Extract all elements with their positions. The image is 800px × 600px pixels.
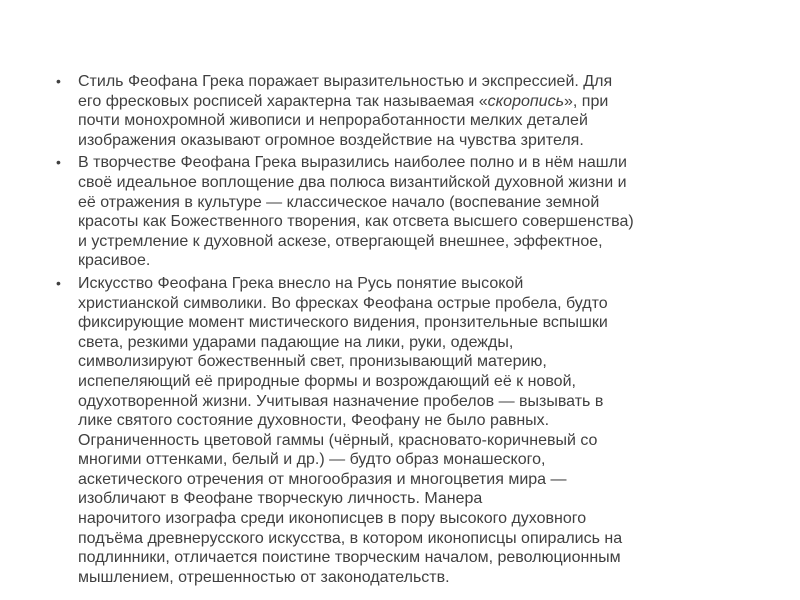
text-line: Искусство Феофана Грека внесло на Русь понятие высокой [78, 274, 524, 292]
text-line: аскетического отречения от многообразия и многоцветия мира — [78, 470, 567, 488]
bullet-dot-icon: • [56, 73, 61, 89]
text-line: одухотворенной жизни. Учитывая назначение пробелов — вызывать в [78, 392, 604, 410]
bullet-item-symbolism [56, 274, 746, 588]
text-line: фиксирующие момент мистического видения, пронзительные вспышки [78, 314, 608, 332]
text-line: Ограниченность цветовой гаммы (чёрный, красновато-коричневый со [78, 431, 598, 449]
text-line: его фресковых росписей характерна так называемая «скоропись», при [78, 92, 609, 110]
text-line: красоты как Божественного творения, как отсвета высшего совершенства) [78, 213, 634, 231]
italic-term: скоропись [487, 92, 564, 110]
text-line: подъёма древнерусского искусства, в котором иконописцы опирались на [78, 529, 623, 547]
text-line: изобличают в Феофане творческую личность. Манера [78, 490, 483, 508]
bullet-list [56, 72, 746, 590]
text-line: христианской символики. Во фресках Феофана острые пробела, будто [78, 294, 608, 312]
text-line: Стиль Феофана Грека поражает выразительностью и экспрессией. Для [78, 73, 613, 90]
text-line: света, резкими ударами падающие на лики, руки, одежды, [78, 333, 514, 351]
text-line: мышлением, отрешенностью от законодательств. [78, 568, 450, 586]
text-line: нарочитого изографа среди иконописцев в пору высокого духовного [78, 510, 587, 528]
text-line: и устремление к духовной аскезе, отвергающей внешнее, эффектное, [78, 232, 603, 250]
text-line: почти монохромной живописи и непроработанности мелких деталей [78, 112, 588, 130]
bullet-dot-icon: • [56, 274, 61, 291]
text-line: изображения оказывают огромное воздействие на чувства зрителя. [78, 131, 584, 149]
text-line: символизируют божественный свет, пронизывающий материю, [78, 353, 547, 371]
bullet-dot-icon: • [56, 154, 61, 171]
text-line: её отражения в культуре — классическое начало (воспевание земной [78, 193, 600, 211]
text-line: подлинники, отличается поистине творческим началом, революционным [78, 549, 621, 567]
bullet-item-creativity [56, 153, 746, 271]
text-line: В творчестве Феофана Грека выразились наиболее полно и в нём нашли [78, 154, 627, 172]
text-line: лике святого состояние духовности, Феофану не было равных. [78, 412, 550, 430]
bullet-item-style [56, 72, 746, 150]
text-line: красивое. [78, 252, 151, 270]
text-line: многими оттенками, белый и др.) — будто образ монашеского, [78, 451, 546, 469]
text-line: испепеляющий её природные формы и возрождающий её к новой, [78, 372, 576, 390]
text-line: своё идеальное воплощение два полюса византийской духовной жизни и [78, 173, 627, 191]
